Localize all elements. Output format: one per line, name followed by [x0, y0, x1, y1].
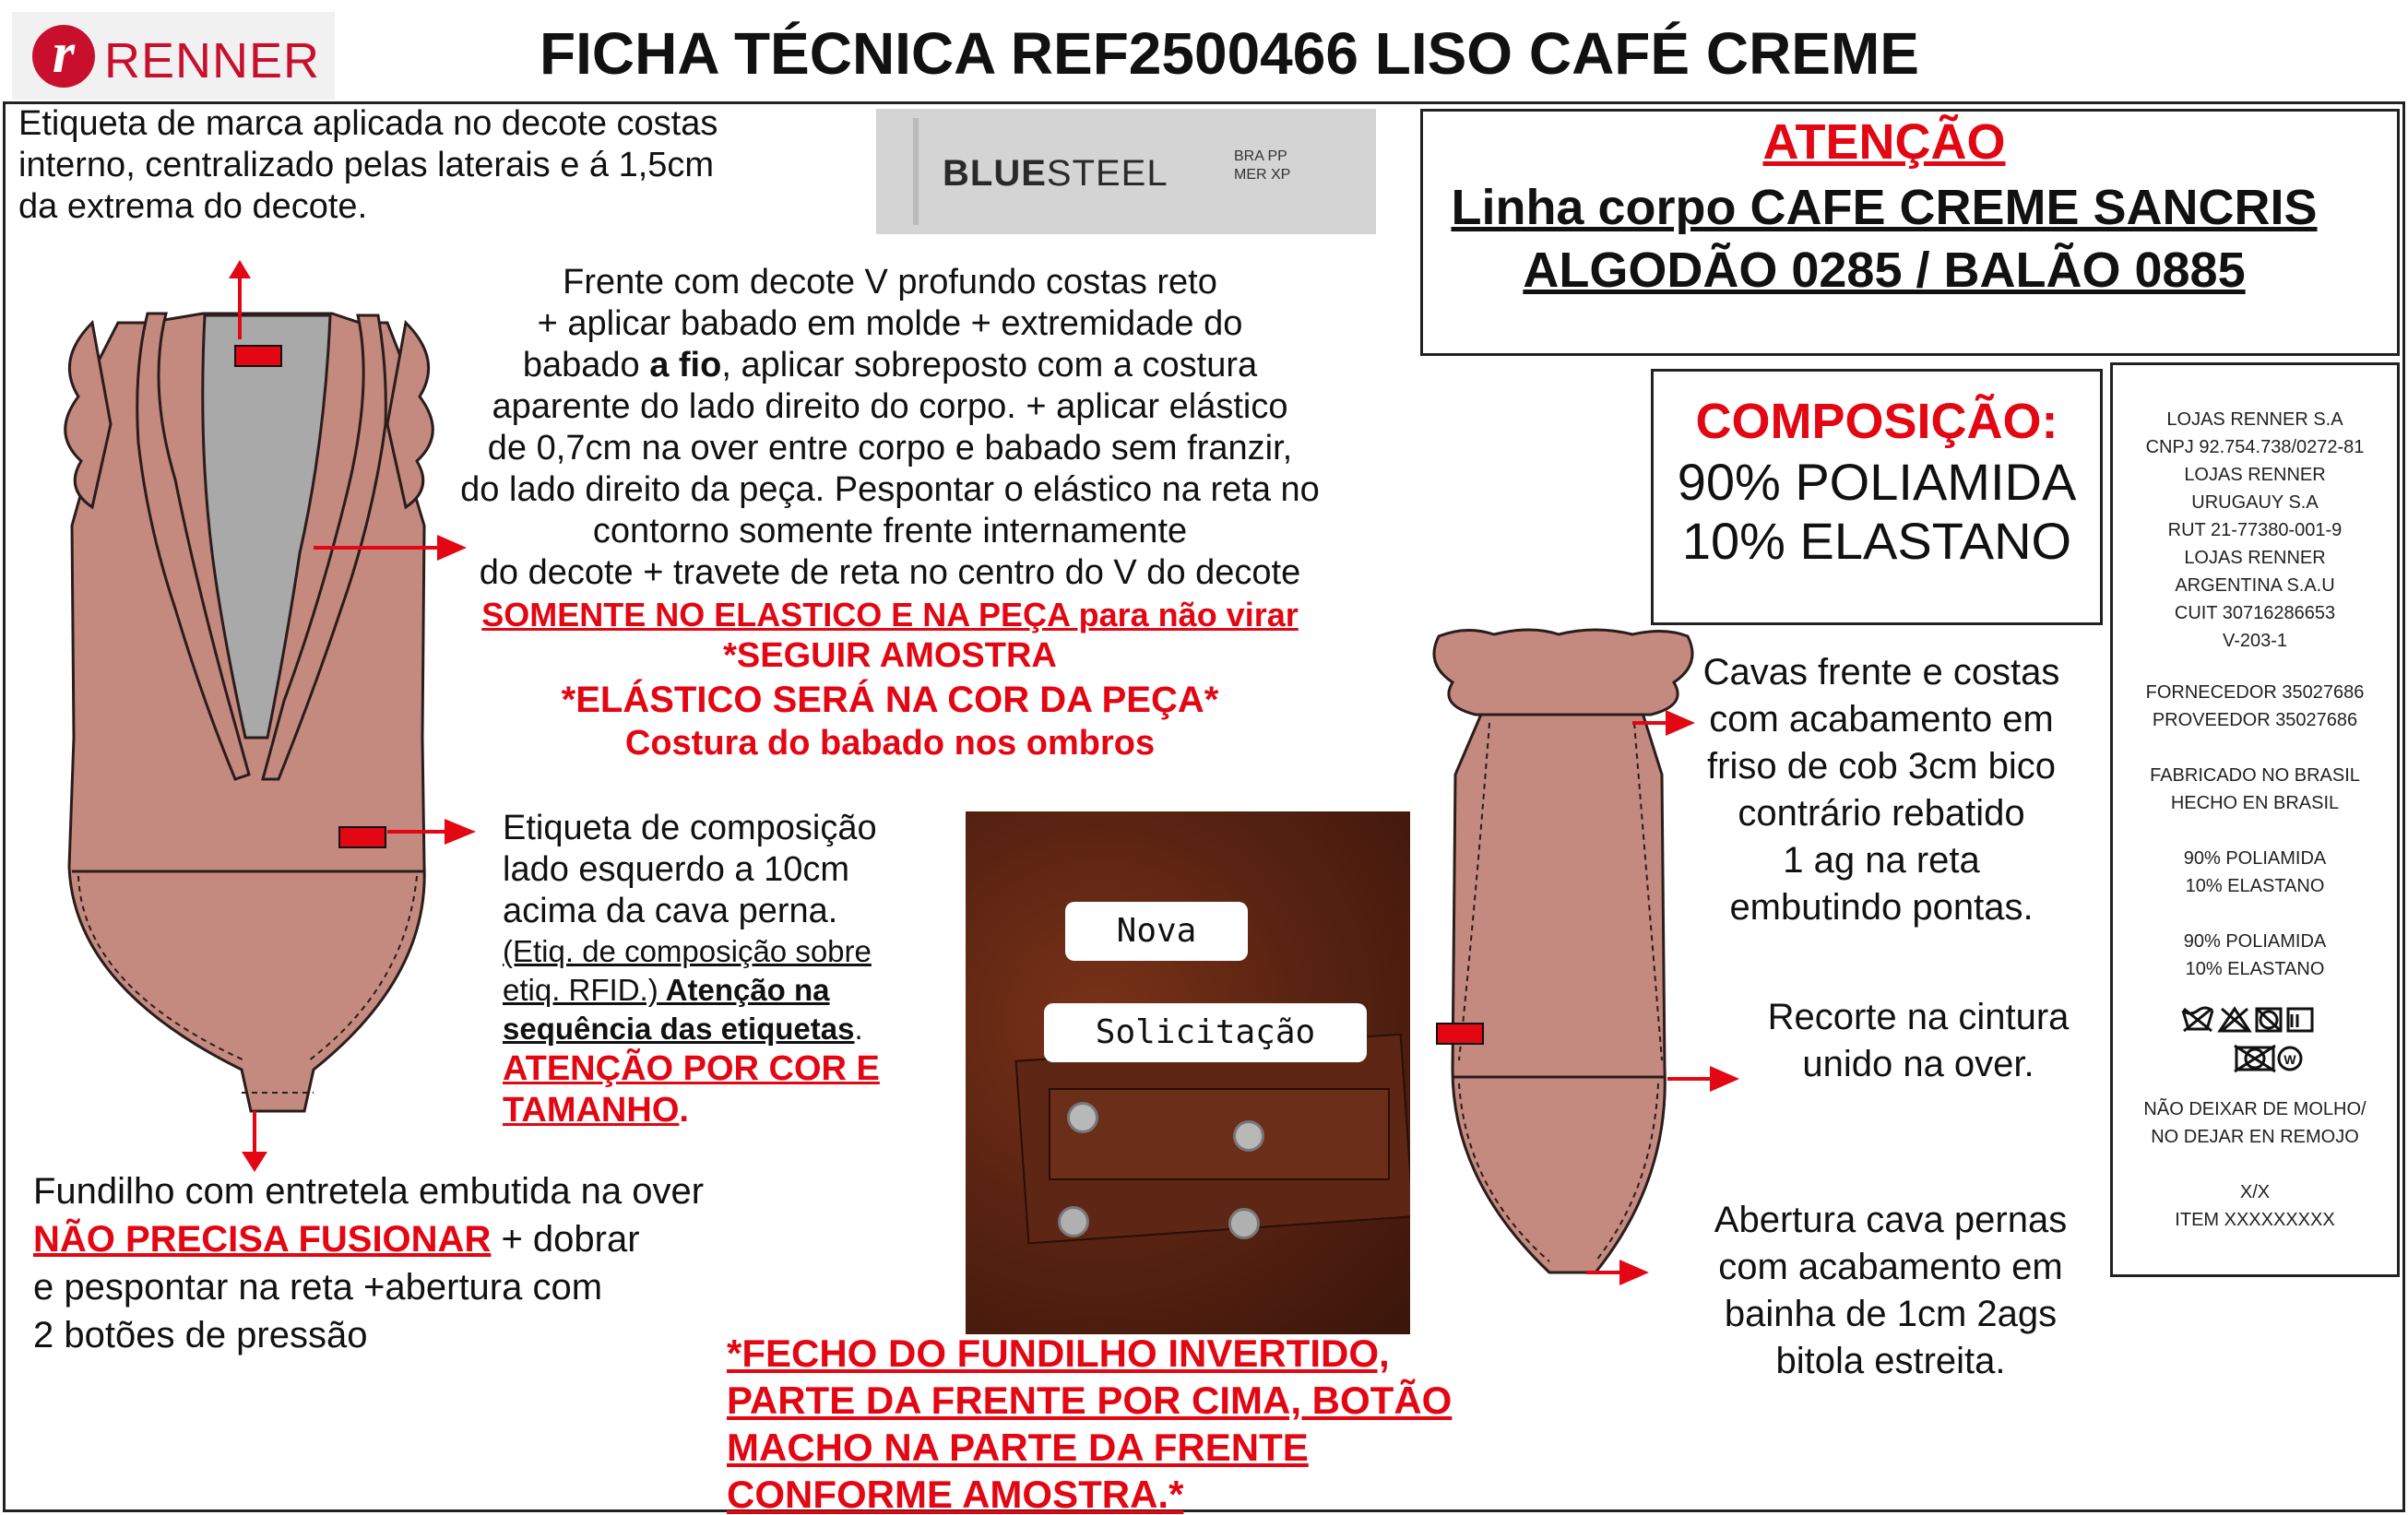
front-desc-text: babado	[522, 346, 650, 385]
leg-note-line: bitola estreita.	[1775, 1341, 2006, 1381]
gusset-note-line	[33, 1215, 955, 1263]
care-label-company	[2113, 406, 2397, 655]
composition-line1: 90% POLIAMIDA	[1677, 453, 2077, 511]
brand-label-brand-suffix: STEEL	[1046, 153, 1168, 194]
care-label-line: ARGENTINA S.A.U	[2175, 575, 2335, 596]
gusset-note-text: + dobrar	[491, 1219, 640, 1260]
armhole-note-line: com acabamento em	[1709, 699, 2054, 740]
arrow-down-icon	[236, 1111, 273, 1176]
front-desc-warning: Costura do babado nos ombros	[624, 724, 1156, 763]
snap-button-icon	[1228, 1208, 1260, 1239]
leg-note-line: bainha de 1cm 2ags	[1724, 1294, 2058, 1334]
care-label-size: X/X	[2239, 1182, 2271, 1202]
comp-label-warning-text: TAMANHO	[503, 1091, 680, 1130]
front-desc-bold: a fio	[649, 346, 722, 385]
brand-label-note	[18, 103, 867, 228]
brand-label-text	[943, 153, 1168, 195]
care-label-line: 10% ELASTANO	[2185, 876, 2325, 896]
front-desc-text: , aplicar sobreposto com a costura	[721, 346, 1258, 385]
care-symbols-icon	[2181, 1005, 2329, 1077]
front-description	[406, 262, 1374, 764]
front-desc-warning: SOMENTE NO ELASTICO E NA PEÇA para não virar	[481, 596, 1299, 633]
label-fold	[913, 118, 919, 225]
closure-note-line: *FECHO DO FUNDILHO INVERTIDO,	[727, 1332, 1390, 1375]
care-label-line: 90% POLIAMIDA	[2183, 848, 2327, 869]
back-label-marker	[1437, 1024, 1483, 1044]
care-label-soak-warning	[2113, 1095, 2397, 1151]
gusset-note-line: e pespontar na reta +abertura com	[33, 1267, 603, 1308]
comp-label-note-line	[503, 971, 982, 1010]
attention-heading: ATENÇÃO	[1762, 114, 2006, 170]
armhole-note-line: contrário rebatido	[1738, 793, 2025, 834]
care-label-origin	[2113, 762, 2397, 817]
brand-label-note-line: da extrema do decote.	[18, 187, 368, 226]
brand-label-size-line: MER XP	[1234, 167, 1291, 183]
photo-label-nova: Nova	[1065, 902, 1248, 961]
comp-label-note-line	[503, 1010, 982, 1048]
front-garment-drawing	[37, 258, 470, 1171]
care-label-line: CUIT 30716286653	[2174, 603, 2336, 623]
care-label-composition-2	[2113, 928, 2397, 983]
armhole-note-line: friso de cob 3cm bico	[1707, 746, 2056, 787]
composition-line2: 10% ELASTANO	[1681, 512, 2072, 570]
closure-note-line: MACHO NA PARTE DA FRENTE	[727, 1426, 1309, 1469]
front-desc-line: Frente com decote V profundo costas reto	[563, 263, 1217, 302]
care-label	[2110, 362, 2400, 1277]
armhole-note	[1660, 649, 2103, 931]
leg-note-line: Abertura cava pernas	[1714, 1200, 2068, 1240]
gusset-note-line: Fundilho com entretela embutida na over	[33, 1171, 705, 1212]
svg-text:W: W	[2283, 1052, 2296, 1067]
comp-label-note	[503, 808, 982, 1131]
closure-note-line: CONFORME AMOSTRA.*	[727, 1473, 1184, 1515]
comp-label-warning	[503, 1090, 982, 1131]
waist-note	[1715, 994, 2121, 1088]
comp-label-note-text: .	[854, 1012, 863, 1046]
arrow-right-icon	[314, 529, 470, 566]
comp-label-note-bold: sequência das etiquetas	[503, 1012, 855, 1046]
photo-label-solicitacao: Solicitação	[1044, 1003, 1367, 1062]
gusset-note-warning: NÃO PRECISA FUSIONAR	[33, 1219, 492, 1260]
comp-label-warning: ATENÇÃO POR COR E	[503, 1049, 880, 1088]
care-label-line: FABRICADO NO BRASIL	[2150, 765, 2360, 786]
composition-box	[1651, 369, 2103, 625]
waist-note-line: Recorte na cintura	[1767, 997, 2070, 1037]
brand-label-brand: BLUE	[943, 153, 1047, 194]
care-label-line: PROVEEDOR 35027686	[2152, 710, 2358, 730]
care-label-line: NÃO DEIXAR DE MOLHO/	[2143, 1099, 2366, 1119]
composition-heading: COMPOSIÇÃO:	[1695, 394, 2058, 449]
armhole-note-line: 1 ag na reta	[1783, 840, 1980, 881]
gusset-note-line: 2 botões de pressão	[33, 1315, 368, 1355]
armhole-note-line: embutindo pontas.	[1729, 887, 2034, 928]
gusset-photo	[966, 811, 1410, 1334]
care-label-line: FORNECEDOR 35027686	[2145, 682, 2365, 703]
care-label-supplier	[2113, 679, 2397, 734]
care-label-item	[2113, 1178, 2397, 1234]
comp-label-note-line: acima da cava perna.	[503, 892, 838, 930]
front-desc-line: contorno somente frente internamente	[592, 512, 1188, 550]
snap-button-icon	[1067, 1102, 1098, 1133]
care-label-line: CNPJ 92.754.738/0272-81	[2145, 437, 2365, 457]
brand-label-note-line: interno, centralizado pelas laterais e á 1,5cm	[18, 146, 715, 184]
snap-button-icon	[1233, 1120, 1264, 1152]
care-label-line: 90% POLIAMIDA	[2183, 931, 2327, 952]
brand-label-sizes	[1234, 148, 1290, 184]
renner-logo-text: RENNER	[104, 33, 321, 89]
comp-label-warning-text: .	[679, 1091, 689, 1130]
attention-line2: ALGODÃO 0285 / BALÃO 0885	[1523, 243, 2246, 298]
arrow-up-icon	[221, 258, 258, 341]
brand-label-marker	[235, 346, 281, 366]
photo-gusset-front	[1049, 1088, 1390, 1180]
care-label-line: URUGAUY S.A	[2191, 492, 2319, 513]
snap-button-icon	[1058, 1206, 1089, 1237]
renner-logo-mark: r	[32, 25, 95, 88]
care-label-line: 10% ELASTANO	[2185, 959, 2325, 979]
back-neck-ruffle	[1434, 630, 1692, 715]
brand-label-note-line: Etiqueta de marca aplicada no decote costas	[18, 104, 718, 143]
leg-note	[1660, 1197, 2121, 1385]
leg-note-line: com acabamento em	[1718, 1247, 2063, 1287]
page-title: FICHA TÉCNICA REF2500466 LISO CAFÉ CREME	[540, 20, 1919, 87]
comp-label-note-text: etiq. RFID.)	[503, 973, 658, 1007]
renner-logo	[12, 12, 335, 100]
front-desc-line: de 0,7cm na over entre corpo e babado sem franzir,	[487, 429, 1293, 468]
front-desc-line: aparente do lado direito do corpo. + aplicar elástico	[492, 387, 1288, 426]
care-label-line: HECHO EN BRASIL	[2170, 793, 2340, 813]
front-desc-line: do decote + travete de reta no centro do V do decote	[479, 553, 1301, 592]
front-desc-warning: *ELÁSTICO SERÁ NA COR DA PEÇA*	[561, 680, 1219, 720]
brand-label-size-line: BRA PP	[1234, 148, 1287, 164]
comp-label-note-line: lado esquerdo a 10cm	[503, 850, 850, 889]
care-label-line: NO DEJAR EN REMOJO	[2151, 1127, 2359, 1147]
care-label-line: RUT 21-77380-001-9	[2167, 520, 2343, 540]
header-bar	[3, 3, 2405, 104]
front-desc-line	[406, 345, 1374, 386]
brand-label-photo	[876, 109, 1376, 234]
comp-label-marker	[339, 827, 386, 847]
front-desc-warning: *SEGUIR AMOSTRA	[723, 636, 1057, 675]
closure-note-line: PARTE DA FRENTE POR CIMA, BOTÃO	[727, 1379, 1453, 1422]
comp-label-note-line: Etiqueta de composição	[503, 809, 877, 847]
care-label-line: LOJAS RENNER	[2184, 548, 2326, 568]
comp-label-note-line: (Etiq. de composição sobre	[503, 934, 872, 968]
closure-note	[727, 1330, 1557, 1515]
care-label-line: LOJAS RENNER	[2184, 465, 2326, 485]
attention-box	[1420, 109, 2400, 356]
armhole-note-line: Cavas frente e costas	[1702, 652, 2060, 692]
care-label-line: V-203-1	[2222, 631, 2288, 651]
comp-label-note-bold: Atenção na	[658, 973, 830, 1007]
care-label-composition-1	[2113, 845, 2397, 900]
arrow-right-icon	[1586, 1254, 1651, 1291]
care-label-item-code: ITEM XXXXXXXXX	[2175, 1210, 2335, 1230]
care-label-line: LOJAS RENNER S.A	[2166, 409, 2343, 430]
waist-note-line: unido na over.	[1802, 1044, 2034, 1084]
front-desc-line: + aplicar babado em molde + extremidade do	[537, 304, 1243, 343]
attention-line1: Linha corpo CAFE CREME SANCRIS	[1451, 180, 2318, 235]
front-desc-line: do lado direito da peça. Pespontar o elástico na reta no	[460, 470, 1320, 509]
arrow-right-icon	[387, 813, 480, 850]
